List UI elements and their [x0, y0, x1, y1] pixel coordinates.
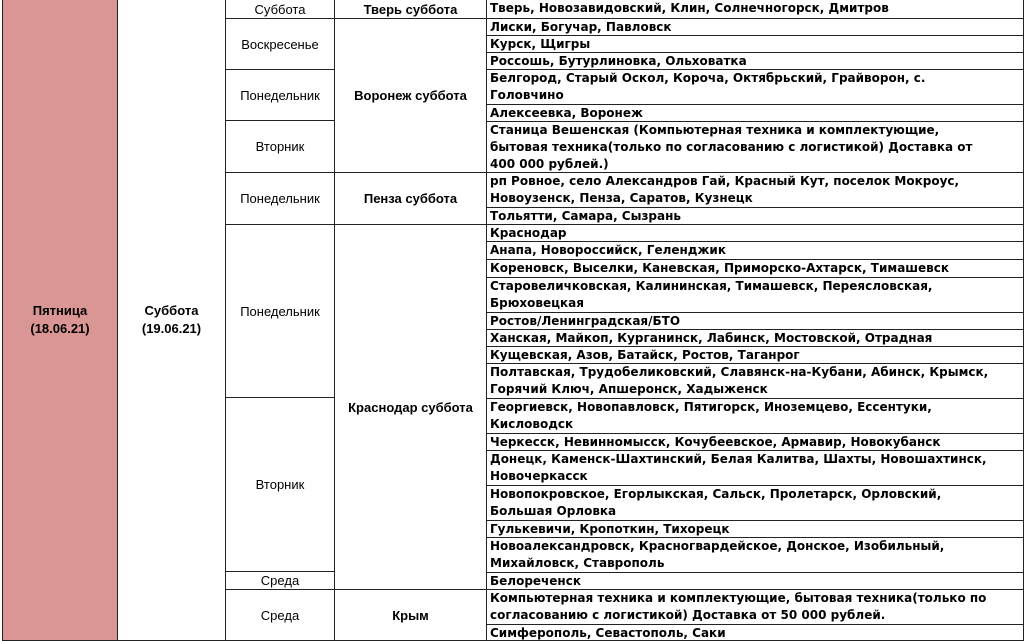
city-list-cell[interactable]: Ростов/Ленинградская/БТО	[487, 313, 1024, 330]
city-list-cell[interactable]: Россошь, Бутурлиновка, Ольховатка	[487, 53, 1024, 70]
day-cell[interactable]: Понедельник	[226, 173, 335, 225]
city-list-cell[interactable]: Полтавская, Трудобеликовский, Славянск-на-Кубани, Абинск, Крымск, Горячий Ключ, Апшеронск, Хадыженск	[487, 364, 1024, 399]
day-cell[interactable]: Суббота	[226, 0, 335, 19]
city-list-cell[interactable]: Ханская, Майкоп, Курганинск, Лабинск, Мостовской, Отрадная	[487, 330, 1024, 347]
day-cell[interactable]: Понедельник	[226, 70, 335, 121]
dispatch-saturday-cell[interactable]: Суббота (19.06.21)	[118, 0, 226, 641]
city-list-cell[interactable]: Старовеличковская, Калининская, Тимашевск, Переясловская, Брюховецкая	[487, 278, 1024, 313]
city-list-cell[interactable]: Алексеевка, Воронеж	[487, 105, 1024, 122]
city-list-cell[interactable]: Новопокровское, Егорлыкская, Сальск, Пролетарск, Орловский, Большая Орловка	[487, 486, 1024, 521]
day-cell[interactable]: Вторник	[226, 121, 335, 173]
route-cell[interactable]: Воронеж суббота	[335, 19, 487, 173]
route-cell[interactable]: Пенза суббота	[335, 173, 487, 225]
city-list-cell[interactable]: Кореновск, Выселки, Каневская, Приморско-Ахтарск, Тимашевск	[487, 260, 1024, 278]
day-cell[interactable]: Среда	[226, 590, 335, 641]
day-cell[interactable]: Воскресенье	[226, 19, 335, 70]
day-cell[interactable]: Понедельник	[226, 225, 335, 398]
city-list-cell[interactable]: рп Ровное, село Александров Гай, Красный Кут, поселок Мокроус, Новоузенск, Пенза, Саратов, Кузнецк	[487, 173, 1024, 208]
city-list-cell[interactable]: Курск, Щигры	[487, 36, 1024, 53]
city-list-cell[interactable]: Гулькевичи, Кропоткин, Тихорецк	[487, 521, 1024, 538]
city-list-cell[interactable]: Донецк, Каменск-Шахтинский, Белая Калитва, Шахты, Новошахтинск, Новочеркасск	[487, 451, 1024, 486]
city-list-cell[interactable]: Кущевская, Азов, Батайск, Ростов, Таганрог	[487, 347, 1024, 364]
route-cell[interactable]: Краснодар суббота	[335, 225, 487, 590]
city-list-cell[interactable]: Симферополь, Севастополь, Саки	[487, 625, 1024, 641]
city-list-cell[interactable]: Анапа, Новороссийск, Геленджик	[487, 242, 1024, 260]
city-list-cell[interactable]: Тверь, Новозавидовский, Клин, Солнечногорск, Дмитров	[487, 0, 1024, 19]
city-list-cell[interactable]: Черкесск, Невинномысск, Кочубеевское, Армавир, Новокубанск	[487, 434, 1024, 451]
city-list-cell[interactable]: Компьютерная техника и комплектующие, бытовая техника(только по согласованию с логистикой) Доставка от 50 000 рублей.	[487, 590, 1024, 625]
city-list-cell[interactable]: Георгиевск, Новопавловск, Пятигорск, Иноземцево, Ессентуки, Кисловодск	[487, 399, 1024, 434]
city-list-cell[interactable]: Краснодар	[487, 225, 1024, 242]
city-list-cell[interactable]: Белгород, Старый Оскол, Короча, Октябрьский, Грайворон, с. Головчино	[487, 70, 1024, 105]
day-cell[interactable]: Вторник	[226, 398, 335, 572]
day-cell[interactable]: Среда	[226, 572, 335, 590]
dispatch-friday-cell[interactable]: Пятница (18.06.21)	[2, 0, 118, 641]
city-list-cell[interactable]: Белореченск	[487, 573, 1024, 590]
city-list-cell[interactable]: Лиски, Богучар, Павловск	[487, 19, 1024, 36]
route-cell[interactable]: Тверь суббота	[335, 0, 487, 19]
city-list-cell[interactable]: Станица Вешенская (Компьютерная техника и комплектующие, бытовая техника(только по согласованию с логистикой) Доставка от 400 000 рублей.)	[487, 122, 1024, 173]
city-list-cell[interactable]: Новоалександровск, Красногвардейское, Донское, Изобильный, Михайловск, Ставрополь	[487, 538, 1024, 573]
city-list-cell[interactable]: Тольятти, Самара, Сызрань	[487, 208, 1024, 225]
route-cell[interactable]: Крым	[335, 590, 487, 641]
